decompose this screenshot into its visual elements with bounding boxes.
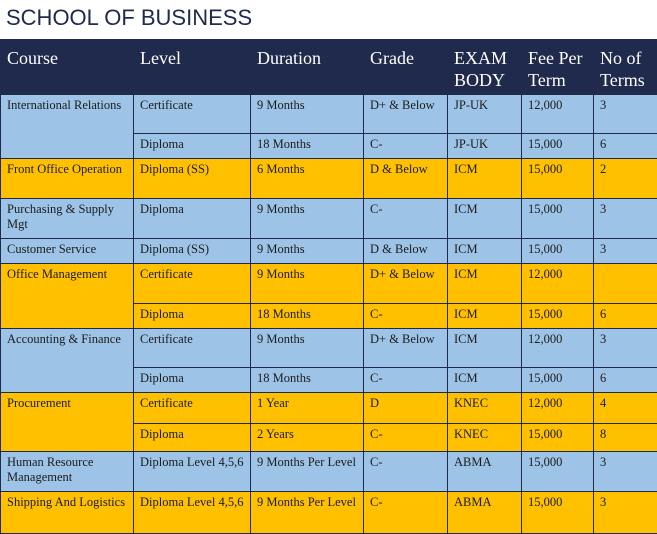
terms-cell: 3 bbox=[594, 492, 657, 534]
header-level: Level bbox=[134, 41, 251, 95]
level-cell: Certificate bbox=[134, 329, 251, 368]
terms-cell: 4 bbox=[594, 393, 657, 424]
grade-cell: C- bbox=[364, 304, 448, 329]
duration-cell: 18 Months bbox=[251, 134, 364, 159]
fee-cell: 12,000 bbox=[522, 329, 594, 368]
grade-cell: D bbox=[364, 393, 448, 424]
header-course: Course bbox=[1, 41, 134, 95]
grade-cell: C- bbox=[364, 492, 448, 534]
header-fee: Fee Per Term bbox=[522, 41, 594, 95]
exam-cell: ICM bbox=[448, 159, 522, 199]
duration-cell: 9 Months bbox=[251, 95, 364, 134]
course-cell: Accounting & Finance bbox=[1, 329, 134, 393]
header-exam-body: EXAM BODY bbox=[448, 41, 522, 95]
duration-cell: 6 Months bbox=[251, 159, 364, 199]
level-cell: Diploma (SS) bbox=[134, 239, 251, 264]
fee-cell: 12,000 bbox=[522, 264, 594, 304]
page-title: SCHOOL OF BUSINESS bbox=[6, 5, 253, 30]
fee-cell: 15,000 bbox=[522, 134, 594, 159]
course-cell: Human Resource Management bbox=[1, 452, 134, 492]
terms-cell: 3 bbox=[594, 95, 657, 134]
duration-cell: 2 Years bbox=[251, 424, 364, 452]
table-row bbox=[1, 264, 657, 304]
fee-cell: 12,000 bbox=[522, 95, 594, 134]
grade-cell: D & Below bbox=[364, 159, 448, 199]
fee-cell: 15,000 bbox=[522, 368, 594, 393]
grade-cell: C- bbox=[364, 424, 448, 452]
course-cell: International Relations bbox=[1, 95, 134, 159]
course-cell: Purchasing & Supply Mgt bbox=[1, 199, 134, 239]
fee-cell: 15,000 bbox=[522, 492, 594, 534]
terms-cell: 8 bbox=[594, 424, 657, 452]
fee-cell: 15,000 bbox=[522, 199, 594, 239]
grade-cell: C- bbox=[364, 134, 448, 159]
terms-cell: 3 bbox=[594, 199, 657, 239]
exam-cell: ABMA bbox=[448, 492, 522, 534]
table-row bbox=[1, 199, 657, 239]
duration-cell: 9 Months bbox=[251, 329, 364, 368]
fee-cell: 15,000 bbox=[522, 304, 594, 329]
exam-cell: JP-UK bbox=[448, 134, 522, 159]
terms-cell: 2 bbox=[594, 159, 657, 199]
exam-cell: JP-UK bbox=[448, 95, 522, 134]
fee-cell: 15,000 bbox=[522, 239, 594, 264]
terms-cell: 3 bbox=[594, 452, 657, 492]
level-cell: Diploma Level 4,5,6 bbox=[134, 452, 251, 492]
table-row bbox=[1, 95, 657, 134]
exam-cell: ICM bbox=[448, 199, 522, 239]
course-cell: Office Management bbox=[1, 264, 134, 329]
header-terms: No of Terms bbox=[594, 41, 657, 95]
exam-cell: ICM bbox=[448, 239, 522, 264]
grade-cell: D+ & Below bbox=[364, 329, 448, 368]
duration-cell: 18 Months bbox=[251, 368, 364, 393]
level-cell: Certificate bbox=[134, 264, 251, 304]
terms-cell: 6 bbox=[594, 304, 657, 329]
level-cell: Diploma (SS) bbox=[134, 159, 251, 199]
duration-cell: 9 Months bbox=[251, 264, 364, 304]
grade-cell: C- bbox=[364, 199, 448, 239]
exam-cell: ICM bbox=[448, 329, 522, 368]
table-row bbox=[1, 159, 657, 199]
fee-cell: 15,000 bbox=[522, 159, 594, 199]
duration-cell: 9 Months Per Level bbox=[251, 492, 364, 534]
table-row bbox=[1, 239, 657, 264]
duration-cell: 1 Year bbox=[251, 393, 364, 424]
duration-cell: 18 Months bbox=[251, 304, 364, 329]
terms-cell: 6 bbox=[594, 134, 657, 159]
course-cell: Shipping And Logistics bbox=[1, 492, 134, 534]
terms-cell bbox=[594, 264, 657, 304]
fee-cell: 15,000 bbox=[522, 452, 594, 492]
level-cell: Diploma bbox=[134, 304, 251, 329]
header-grade: Grade bbox=[364, 41, 448, 95]
duration-cell: 9 Months Per Level bbox=[251, 452, 364, 492]
header-duration: Duration bbox=[251, 41, 364, 95]
header-row bbox=[1, 41, 657, 95]
exam-cell: KNEC bbox=[448, 424, 522, 452]
duration-cell: 9 Months bbox=[251, 199, 364, 239]
level-cell: Diploma Level 4,5,6 bbox=[134, 492, 251, 534]
duration-cell: 9 Months bbox=[251, 239, 364, 264]
grade-cell: C- bbox=[364, 452, 448, 492]
exam-cell: ICM bbox=[448, 264, 522, 304]
exam-cell: ABMA bbox=[448, 452, 522, 492]
level-cell: Diploma bbox=[134, 368, 251, 393]
course-cell: Customer Service bbox=[1, 239, 134, 264]
exam-cell: KNEC bbox=[448, 393, 522, 424]
grade-cell: C- bbox=[364, 368, 448, 393]
table-row bbox=[1, 492, 657, 534]
table-row bbox=[1, 329, 657, 368]
level-cell: Diploma bbox=[134, 134, 251, 159]
grade-cell: D+ & Below bbox=[364, 264, 448, 304]
fee-cell: 12,000 bbox=[522, 393, 594, 424]
level-cell: Diploma bbox=[134, 199, 251, 239]
terms-cell: 3 bbox=[594, 329, 657, 368]
level-cell: Diploma bbox=[134, 424, 251, 452]
level-cell: Certificate bbox=[134, 95, 251, 134]
course-cell: Procurement bbox=[1, 393, 134, 452]
courses-table bbox=[0, 40, 657, 534]
exam-cell: ICM bbox=[448, 304, 522, 329]
title-bar bbox=[0, 0, 657, 40]
terms-cell: 6 bbox=[594, 368, 657, 393]
grade-cell: D & Below bbox=[364, 239, 448, 264]
terms-cell: 3 bbox=[594, 239, 657, 264]
course-cell: Front Office Operation bbox=[1, 159, 134, 199]
exam-cell: ICM bbox=[448, 368, 522, 393]
grade-cell: D+ & Below bbox=[364, 95, 448, 134]
level-cell: Certificate bbox=[134, 393, 251, 424]
fee-cell: 15,000 bbox=[522, 424, 594, 452]
table-row bbox=[1, 452, 657, 492]
table-row bbox=[1, 393, 657, 424]
